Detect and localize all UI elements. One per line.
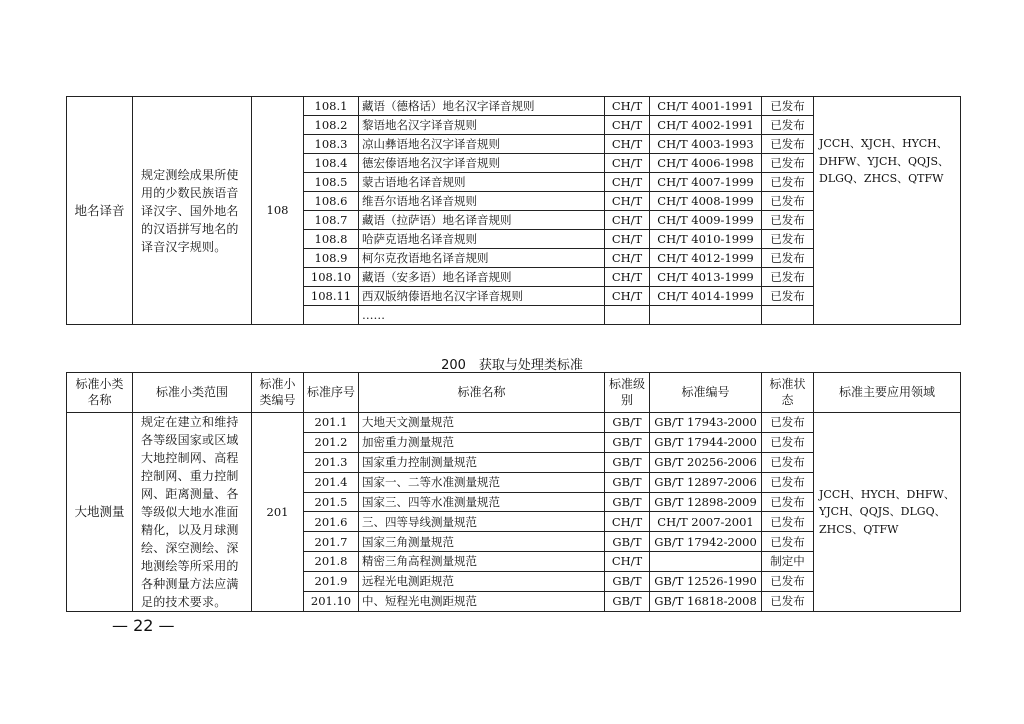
standard-status xyxy=(762,306,814,325)
standard-status: 已发布 xyxy=(762,512,814,532)
standard-level: GB/T xyxy=(605,452,650,472)
standard-number: GB/T 17943-2000 xyxy=(650,413,762,433)
standard-number: GB/T 16818-2008 xyxy=(650,592,762,612)
standard-seq: 201.5 xyxy=(304,492,359,512)
standard-level: GB/T xyxy=(605,472,650,492)
standard-status: 已发布 xyxy=(762,572,814,592)
standard-status: 已发布 xyxy=(762,249,814,268)
standard-level: CH/T xyxy=(605,192,650,211)
standard-seq: 201.7 xyxy=(304,532,359,552)
header-fields: 标准主要应用领域 xyxy=(814,373,961,413)
standard-name: 哈萨克语地名译音规则 xyxy=(359,230,605,249)
standard-number xyxy=(650,306,762,325)
standard-number: CH/T 4012-1999 xyxy=(650,249,762,268)
standard-status: 已发布 xyxy=(762,532,814,552)
category-scope: 规定在建立和维持各等级国家或区域大地控制网、高程控制网、重力控制网、距离测量、各等级似大地水准面精化，以及月球测绘、深空测绘、深地测绘等所采用的各种测量方法应满足的技术要求。 xyxy=(133,413,252,612)
standard-seq: 201.6 xyxy=(304,512,359,532)
standard-level: CH/T xyxy=(605,116,650,135)
standard-level: CH/T xyxy=(605,173,650,192)
standard-level: GB/T xyxy=(605,572,650,592)
standard-name: 中、短程光电测距规范 xyxy=(359,592,605,612)
standard-level: CH/T xyxy=(605,135,650,154)
standard-status: 已发布 xyxy=(762,492,814,512)
standard-status: 已发布 xyxy=(762,97,814,116)
standard-name: 蒙古语地名译音规则 xyxy=(359,173,605,192)
standard-status: 已发布 xyxy=(762,154,814,173)
standard-level: CH/T xyxy=(605,512,650,532)
standard-number: GB/T 17942-2000 xyxy=(650,532,762,552)
category-code: 108 xyxy=(252,97,304,325)
standard-name: 藏语（拉萨语）地名译音规则 xyxy=(359,211,605,230)
table-header-row xyxy=(67,373,961,413)
standard-name: 维吾尔语地名译音规则 xyxy=(359,192,605,211)
standard-number: GB/T 12526-1990 xyxy=(650,572,762,592)
standard-status: 已发布 xyxy=(762,268,814,287)
standard-name: 三、四等导线测量规范 xyxy=(359,512,605,532)
category-name: 大地测量 xyxy=(67,413,133,612)
standard-name: 黎语地名汉字译音规则 xyxy=(359,116,605,135)
standard-seq: 201.2 xyxy=(304,432,359,452)
standard-number: GB/T 12898-2009 xyxy=(650,492,762,512)
category-scope: 规定测绘成果所使用的少数民族语音译汉字、国外地名的汉语拼写地名的译音汉字规则。 xyxy=(133,97,252,325)
standard-seq: 201.10 xyxy=(304,592,359,612)
standard-level: CH/T xyxy=(605,287,650,306)
standard-number: CH/T 4009-1999 xyxy=(650,211,762,230)
standard-status: 已发布 xyxy=(762,432,814,452)
standard-status: 已发布 xyxy=(762,413,814,433)
standard-name: 加密重力测量规范 xyxy=(359,432,605,452)
standard-status: 已发布 xyxy=(762,173,814,192)
standard-seq: 108.7 xyxy=(304,211,359,230)
standard-level: GB/T xyxy=(605,492,650,512)
header-level: 标准级别 xyxy=(605,373,650,413)
standard-number: CH/T 4014-1999 xyxy=(650,287,762,306)
standard-number: CH/T 4002-1991 xyxy=(650,116,762,135)
header-category-code: 标准小类编号 xyxy=(252,373,304,413)
header-category-scope: 标准小类范围 xyxy=(133,373,252,413)
standard-level: GB/T xyxy=(605,532,650,552)
header-number: 标准编号 xyxy=(650,373,762,413)
header-name: 标准名称 xyxy=(359,373,605,413)
place-name-transliteration-table xyxy=(66,96,961,325)
standard-status: 已发布 xyxy=(762,230,814,249)
standard-name: 德宏傣语地名汉字译音规则 xyxy=(359,154,605,173)
standard-seq: 108.9 xyxy=(304,249,359,268)
standard-name: 远程光电测距规范 xyxy=(359,572,605,592)
standard-number: CH/T 4003-1993 xyxy=(650,135,762,154)
application-fields: JCCH、XJCH、HYCH、DHFW、YJCH、QQJS、DLGQ、ZHCS、QTFW xyxy=(814,97,961,325)
standard-name: 柯尔克孜语地名译音规则 xyxy=(359,249,605,268)
standard-name: 精密三角高程测量规范 xyxy=(359,552,605,572)
standard-number: CH/T 4001-1991 xyxy=(650,97,762,116)
standard-seq: 201.4 xyxy=(304,472,359,492)
standard-name: …… xyxy=(359,306,605,325)
standard-name: 西双版纳傣语地名汉字译音规则 xyxy=(359,287,605,306)
standard-seq: 108.5 xyxy=(304,173,359,192)
standard-status: 已发布 xyxy=(762,592,814,612)
standard-name: 国家三角测量规范 xyxy=(359,532,605,552)
standard-seq: 108.1 xyxy=(304,97,359,116)
standard-seq: 201.3 xyxy=(304,452,359,472)
standard-seq: 108.8 xyxy=(304,230,359,249)
table-row xyxy=(67,413,961,433)
standard-name: 凉山彝语地名汉字译音规则 xyxy=(359,135,605,154)
standard-level: CH/T xyxy=(605,230,650,249)
standard-seq: 108.6 xyxy=(304,192,359,211)
standard-number: CH/T 2007-2001 xyxy=(650,512,762,532)
standard-status: 制定中 xyxy=(762,552,814,572)
standard-name: 藏语（德格话）地名汉字译音规则 xyxy=(359,97,605,116)
standard-name: 国家重力控制测量规范 xyxy=(359,452,605,472)
standard-seq: 201.1 xyxy=(304,413,359,433)
section-title: 200 获取与处理类标准 xyxy=(441,358,583,373)
standard-level xyxy=(605,306,650,325)
standard-seq: 108.10 xyxy=(304,268,359,287)
standard-name: 大地天文测量规范 xyxy=(359,413,605,433)
standard-seq: 201.8 xyxy=(304,552,359,572)
standard-number: GB/T 12897-2006 xyxy=(650,472,762,492)
standard-number: CH/T 4007-1999 xyxy=(650,173,762,192)
standard-seq: 108.4 xyxy=(304,154,359,173)
standard-level: CH/T xyxy=(605,154,650,173)
standard-level: CH/T xyxy=(605,249,650,268)
standard-number: CH/T 4008-1999 xyxy=(650,192,762,211)
standard-seq: 201.9 xyxy=(304,572,359,592)
standard-level: CH/T xyxy=(605,552,650,572)
application-fields: JCCH、HYCH、DHFW、YJCH、QQJS、DLGQ、ZHCS、QTFW xyxy=(814,413,961,612)
standard-level: GB/T xyxy=(605,432,650,452)
standard-seq: 108.3 xyxy=(304,135,359,154)
standard-level: CH/T xyxy=(605,268,650,287)
standard-name: 国家一、二等水准测量规范 xyxy=(359,472,605,492)
header-status: 标准状态 xyxy=(762,373,814,413)
standard-status: 已发布 xyxy=(762,472,814,492)
standard-number xyxy=(650,552,762,572)
page-number: — 22 — xyxy=(112,616,175,635)
category-name: 地名译音 xyxy=(67,97,133,325)
header-category-name: 标准小类名称 xyxy=(67,373,133,413)
standard-number: CH/T 4006-1998 xyxy=(650,154,762,173)
standard-name: 国家三、四等水准测量规范 xyxy=(359,492,605,512)
standard-name: 藏语（安多语）地名译音规则 xyxy=(359,268,605,287)
standard-status: 已发布 xyxy=(762,452,814,472)
standard-status: 已发布 xyxy=(762,211,814,230)
header-seq: 标准序号 xyxy=(304,373,359,413)
standard-level: GB/T xyxy=(605,592,650,612)
standard-level: CH/T xyxy=(605,97,650,116)
standard-level: CH/T xyxy=(605,211,650,230)
standard-seq xyxy=(304,306,359,325)
standard-level: GB/T xyxy=(605,413,650,433)
standard-status: 已发布 xyxy=(762,135,814,154)
standard-status: 已发布 xyxy=(762,287,814,306)
standard-number: GB/T 20256-2006 xyxy=(650,452,762,472)
standard-number: CH/T 4013-1999 xyxy=(650,268,762,287)
standard-seq: 108.2 xyxy=(304,116,359,135)
standard-number: CH/T 4010-1999 xyxy=(650,230,762,249)
standard-status: 已发布 xyxy=(762,192,814,211)
standard-seq: 108.11 xyxy=(304,287,359,306)
standard-number: GB/T 17944-2000 xyxy=(650,432,762,452)
table-row xyxy=(67,97,961,116)
category-code: 201 xyxy=(252,413,304,612)
standard-status: 已发布 xyxy=(762,116,814,135)
geodetic-survey-table xyxy=(66,372,961,612)
